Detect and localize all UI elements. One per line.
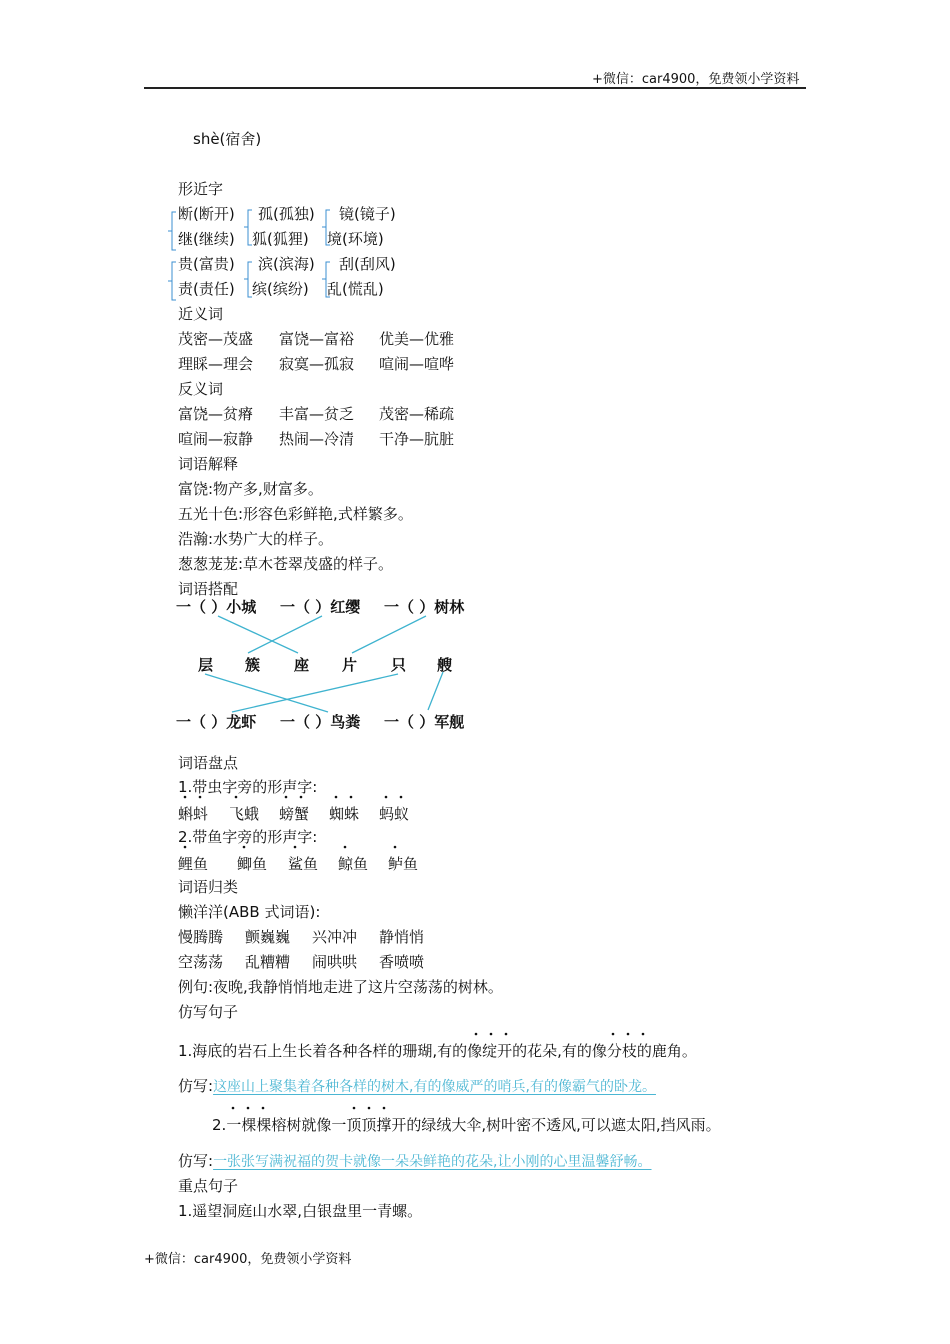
dapei-middle-char: 艘 — [437, 656, 453, 674]
emphasis-dot — [353, 1107, 356, 1110]
guilei-word: 兴冲冲 — [312, 928, 358, 946]
xingjin-cell: 责(责任) — [178, 280, 235, 298]
guilei-word: 慢腾腾 — [178, 928, 224, 946]
section-title-jinyi: 近义词 — [178, 305, 224, 323]
guilei-word: 空荡荡 — [178, 953, 224, 971]
sentence-text: 榕树就像 — [271, 1116, 332, 1134]
dapei-middle-char: 簇 — [245, 656, 261, 674]
guilei-title: 懒洋洋(ABB 式词语): — [178, 903, 321, 921]
guilei-example: 例句:夜晚,我静悄悄地走进了这片空荡荡的树林。 — [178, 978, 503, 996]
zhongdian-line: 1.遥望洞庭山水翠,白银盘里一青螺。 — [178, 1202, 423, 1220]
dapei-middle-char: 座 — [294, 656, 310, 674]
xingjin-cell: 缤(缤纷) — [252, 280, 309, 298]
pandian-word: 蚂蚁 — [379, 805, 410, 823]
jieshi-line: 葱葱茏茏:草木苍翠茂盛的样子。 — [178, 555, 394, 573]
sentence-text: 绽开的花朵, — [482, 1042, 562, 1060]
dapei-top-item: 一（ ）小城 — [176, 598, 257, 616]
footer-note: +微信：car4900，免费领小学资料 — [144, 1252, 352, 1267]
pandian-word: 鲸鱼 — [338, 855, 369, 873]
dapei-top-item: 一（ ）红缨 — [280, 598, 361, 616]
header-note: +微信：car4900，免费领小学资料 — [592, 72, 800, 87]
fanyi-cell: 丰富—贫乏 — [279, 405, 355, 423]
xingjin-cell: 乱(慌乱) — [327, 280, 384, 298]
emphasis-word: 一棵棵 — [226, 1116, 272, 1134]
emphasis-dot — [262, 1107, 265, 1110]
emphasis-dot — [247, 1107, 250, 1110]
xingjin-cell: 狐(狐狸) — [252, 230, 309, 248]
guilei-word: 乱糟糟 — [245, 953, 291, 971]
jieshi-line: 五光十色:形容色彩鲜艳,式样繁多。 — [178, 505, 413, 523]
section-title-jieshi: 词语解释 — [178, 455, 239, 473]
pandian-word: 鲫鱼 — [237, 855, 268, 873]
dapei-middle-char: 只 — [391, 656, 407, 674]
fanyi-cell: 干净—肮脏 — [379, 430, 455, 448]
sentence-text: 撑开的绿绒大伞,树叶密不透风,可以遮太阳,挡风雨。 — [376, 1116, 721, 1134]
emphasis-word: 一顶顶 — [331, 1116, 377, 1134]
xingjin-cell: 刮(刮风) — [339, 255, 396, 273]
pinyin-line: shè(宿舍) — [193, 130, 262, 148]
sentence-text: 分枝的鹿角。 — [606, 1042, 697, 1060]
pandian-word: 蝌蚪 — [178, 805, 209, 823]
answer-text: 这座山上聚集着各种各样的树木,有的像威严的哨兵,有的像霸气的卧龙。 — [213, 1079, 656, 1095]
pandian-word: 蜘蛛 — [329, 805, 360, 823]
fangxie-label: 仿写: — [178, 1077, 214, 1095]
fangxie-answer-2 — [178, 1150, 652, 1171]
dapei-middle-char: 层 — [198, 656, 214, 674]
section-title-fangxie: 仿写句子 — [178, 1003, 239, 1021]
sentence-text: 1.海底的岩石上生长着各种各样的珊瑚, — [178, 1042, 438, 1060]
guilei-word: 闹哄哄 — [312, 953, 358, 971]
emphasis-word: 有的像 — [437, 1042, 483, 1060]
answer-text: 一张张写满祝福的贺卡就像一朵朵鲜艳的花朵,让小刚的心里温馨舒畅。 — [213, 1154, 652, 1170]
pandian-word: 鲈鱼 — [388, 855, 419, 873]
dapei-top-item: 一（ ）树林 — [384, 598, 465, 616]
jinyi-cell: 富饶—富裕 — [279, 330, 355, 348]
jinyi-cell: 优美—优雅 — [379, 330, 455, 348]
emphasis-dot — [383, 1107, 386, 1110]
xingjin-cell: 孤(孤独) — [258, 205, 315, 223]
xingjin-cell: 镜(镜子) — [339, 205, 396, 223]
section-title-zhongdian: 重点句子 — [178, 1177, 239, 1195]
pandian-item1-title: 1.带虫字旁的形声字: — [178, 778, 318, 796]
section-title-xingjin: 形近字 — [178, 180, 224, 198]
jinyi-cell: 寂寞—孤寂 — [279, 355, 355, 373]
jinyi-cell: 茂密—茂盛 — [178, 330, 254, 348]
dapei-bottom-item: 一（ ）军舰 — [384, 713, 465, 731]
section-title-dapei: 词语搭配 — [178, 580, 239, 598]
dapei-bottom-item: 一（ ）龙虾 — [176, 713, 257, 731]
jinyi-cell: 理睬—理会 — [178, 355, 254, 373]
fanyi-cell: 热闹—冷清 — [279, 430, 355, 448]
pandian-word: 螃蟹 — [279, 805, 310, 823]
section-title-guilei: 词语归类 — [178, 878, 239, 896]
emphasis-dot — [232, 1107, 235, 1110]
section-title-fanyi: 反义词 — [178, 380, 224, 398]
jieshi-line: 富饶:物产多,财富多。 — [178, 480, 323, 498]
pandian-item2-title: 2.带鱼字旁的形声字: — [178, 828, 318, 846]
xingjin-cell: 滨(滨海) — [258, 255, 315, 273]
guilei-word: 颤巍巍 — [245, 928, 291, 946]
emphasis-dot — [368, 1107, 371, 1110]
xingjin-cell: 断(断开) — [178, 205, 235, 223]
emphasis-word: 有的像 — [561, 1042, 607, 1060]
fanyi-cell: 茂密—稀疏 — [379, 405, 455, 423]
pandian-word: 鲤鱼 — [178, 855, 209, 873]
dapei-middle-char: 片 — [342, 656, 358, 674]
jieshi-line: 浩瀚:水势广大的样子。 — [178, 530, 334, 548]
dapei-bottom-item: 一（ ）鸟粪 — [280, 713, 361, 731]
xingjin-cell: 贵(富贵) — [178, 255, 235, 273]
xingjin-cell: 境(环境) — [327, 230, 384, 248]
fangxie-label: 仿写: — [178, 1152, 214, 1170]
xingjin-cell: 继(继续) — [178, 230, 235, 248]
fanyi-cell: 富饶—贫瘠 — [178, 405, 254, 423]
guilei-word: 静悄悄 — [379, 928, 425, 946]
sentence-text: 2. — [212, 1116, 227, 1134]
pandian-word: 鲨鱼 — [288, 855, 319, 873]
guilei-word: 香喷喷 — [379, 953, 425, 971]
fanyi-cell: 喧闹—寂静 — [178, 430, 254, 448]
pandian-word: 飞蛾 — [229, 805, 260, 823]
jinyi-cell: 喧闹—喧哗 — [379, 355, 455, 373]
section-title-pandian: 词语盘点 — [178, 754, 239, 772]
